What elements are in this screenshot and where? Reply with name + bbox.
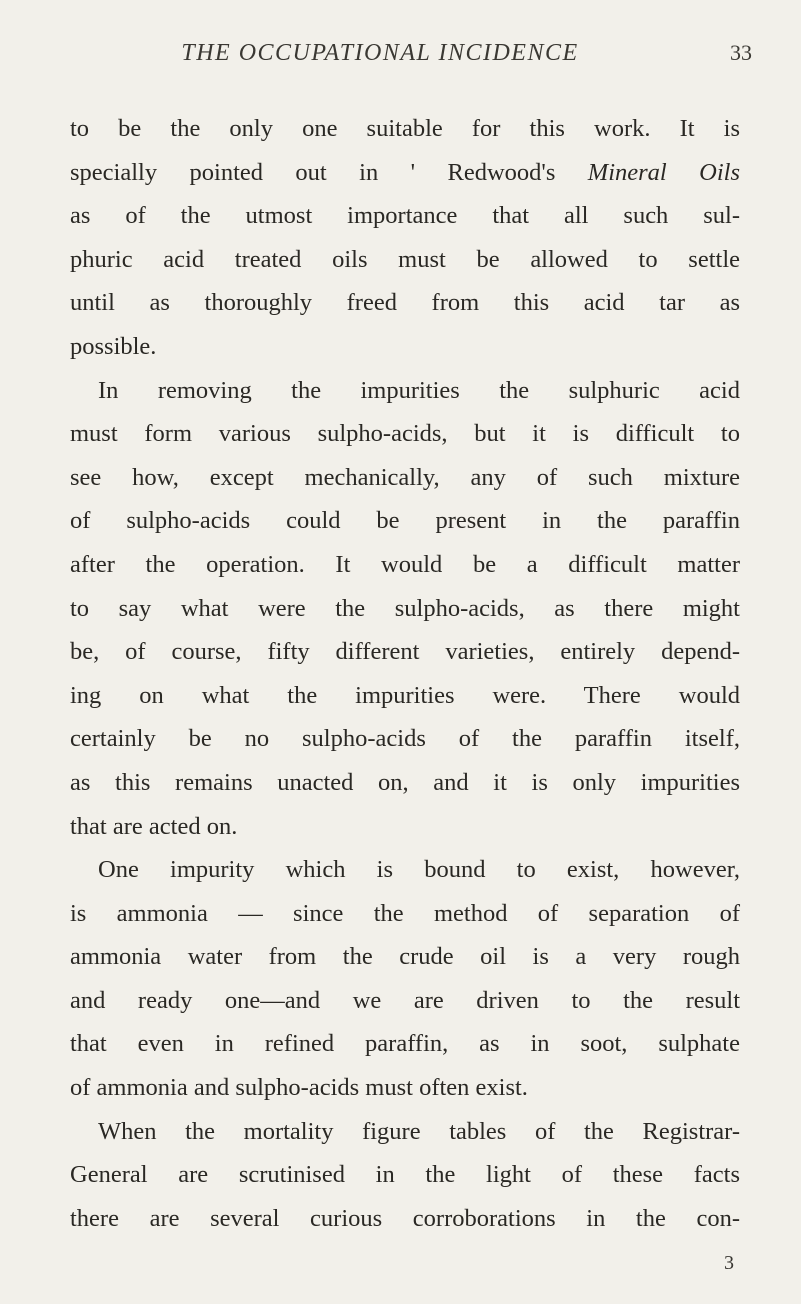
text-line: that are acted on. <box>70 812 238 840</box>
text-line: there are several curious corroborations in the con- <box>70 1204 740 1232</box>
page-number: 33 <box>730 40 752 65</box>
text-line: after the operation. It would be a difficult matter <box>70 550 740 578</box>
text-line: that even in refined paraffin, as in soot, sulphate <box>70 1030 740 1058</box>
text-line: see how, except mechanically, any of such mixture <box>70 463 740 491</box>
text-line: One impurity which is bound to exist, however, <box>98 856 740 884</box>
text-line: ing on what the impurities were. There would <box>70 681 740 709</box>
text-line: and ready one—and we are driven to the result <box>70 986 740 1014</box>
text-line: of ammonia and sulpho-acids must often exist. <box>70 1074 528 1102</box>
text-line: must form various sulpho-acids, but it is difficult to <box>70 420 740 448</box>
text-line: specially pointed out in ' Redwood's Mineral Oils <box>70 158 741 186</box>
running-title: THE OCCUPATIONAL INCIDENCE <box>181 40 579 66</box>
text-line: In removing the impurities the sulphuric acid <box>98 376 740 404</box>
text-line: of sulpho-acids could be present in the paraffin <box>70 507 740 535</box>
text-line: ammonia water from the crude oil is a very rough <box>70 943 740 971</box>
text-line: to say what were the sulpho-acids, as there might <box>70 594 740 622</box>
book-title: Mineral Oils <box>587 158 741 186</box>
text-line: be, of course, fifty different varieties, entirely depend- <box>70 638 740 666</box>
body-text <box>70 107 740 1240</box>
text-line: as of the utmost importance that all such sul- <box>70 202 740 230</box>
text-line: When the mortality figure tables of the Registrar- <box>98 1117 740 1145</box>
text-line: as this remains unacted on, and it is only impurities <box>70 768 740 796</box>
text-line: possible. <box>70 332 157 360</box>
text-line: until as thoroughly freed from this acid tar as <box>70 289 740 317</box>
text-line: phuric acid treated oils must be allowed to settle <box>70 245 740 273</box>
text-line: is ammonia — since the method of separation of <box>70 899 740 927</box>
signature-mark: 3 <box>724 1252 734 1274</box>
text-line: certainly be no sulpho-acids of the paraffin itself, <box>70 725 740 753</box>
text-line: to be the only one suitable for this work. It is <box>70 115 740 142</box>
text-line: General are scrutinised in the light of these facts <box>70 1161 740 1189</box>
